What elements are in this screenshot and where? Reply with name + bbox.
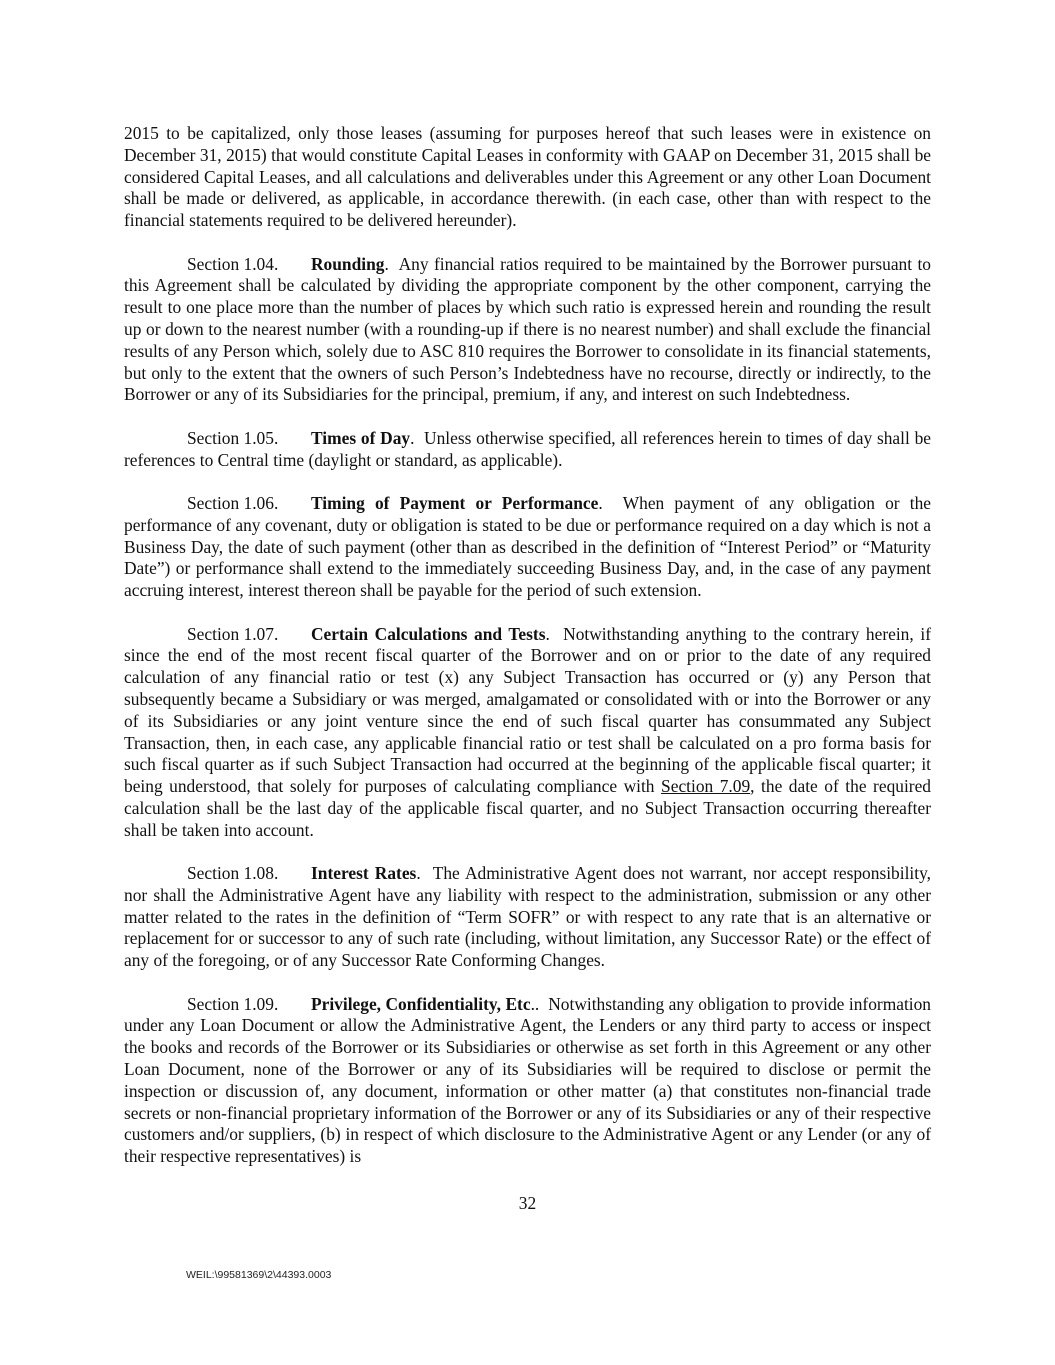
title-punctuation: . xyxy=(384,253,389,274)
section-1-09 xyxy=(124,994,931,1168)
section-number: Section 1.08. xyxy=(187,863,279,884)
section-title: Privilege, Confidentiality, Etc xyxy=(311,993,531,1014)
section-body: Unless otherwise specified, all references herein to times of day shall be references to Central time (daylight or standard, as applicable). xyxy=(124,427,931,470)
section-body-continued: , the date of the required calculation shall be the last day of the applicable fiscal quarter, and no Subject Transaction occurring thereafter shall be taken into account. xyxy=(124,776,931,840)
intro-paragraph: 2015 to be capitalized, only those leases (assuming for purposes hereof that such leases were in existence on December 31, 2015) that would constitute Capital Leases in conformity with GAAP on December 31, 2015 shall be considered Capital Leases, and all calculations and deliverables under this Agreement or any other Loan Document shall be made or delivered, as applicable, in accordance therewith. (in each case, other than with respect to the financial statements required to be delivered hereunder). xyxy=(124,123,931,231)
section-1-06 xyxy=(124,493,931,602)
section-number: Section 1.05. xyxy=(187,427,279,448)
section-number: Section 1.06. xyxy=(187,492,279,513)
document-page xyxy=(124,123,931,1168)
section-1-05 xyxy=(124,428,931,472)
section-title: Rounding xyxy=(311,253,385,274)
section-body: The Administrative Agent does not warrant, nor accept responsibility, nor shall the Administrative Agent have any liability with respect to the administration, submission or any other matter related to the rates in the definition of “Term SOFR” or with respect to any rate that is an alternative or replacement for or successor to any of such rate (including, without limitation, any Successor Rate) or the effect of any of the foregoing, or of any Successor Rate Conforming Changes. xyxy=(124,863,931,971)
section-1-08 xyxy=(124,863,931,972)
section-number: Section 1.09. xyxy=(187,993,279,1014)
section-title: Timing of Payment or Performance xyxy=(311,492,599,513)
section-body: Any financial ratios required to be maintained by the Borrower pursuant to this Agreement shall be calculated by dividing the appropriate component by the other component, carrying the result to one place more than the number of places by which such ratio is expressed herein and rounding the result up or down to the nearest number (with a rounding-up if there is no nearest number) and shall exclude the financial results of any Person which, solely due to ASC 810 requires the Borrower to consolidate in its financial statements, but only to the extent that the owners of such Person’s Indebtedness have no recourse, directly or indirectly, to the Borrower or any of its Subsidiaries for the principal, premium, if any, and interest on such Indebtedness. xyxy=(124,253,931,405)
title-punctuation: . xyxy=(598,492,603,513)
section-number: Section 1.07. xyxy=(187,623,279,644)
section-body: Notwithstanding any obligation to provide information under any Loan Document or allow the Administrative Agent, the Lenders or any third party to access or inspect the books and records of the Borrower or its Subsidiaries or otherwise as set forth in this Agreement or any other Loan Document, none of the Borrower or any of its Subsidiaries will be required to disclose or permit the inspection or discussion of, any document, information or other matter (a) that constitutes non-financial trade secrets or non-financial proprietary information of the Borrower or any of its Subsidiaries or any of their respective customers and/or suppliers, (b) in respect of which disclosure to the Administrative Agent or any Lender (or any of their respective representatives) is xyxy=(124,993,931,1167)
section-1-04 xyxy=(124,254,931,407)
section-title: Interest Rates xyxy=(311,863,417,884)
title-punctuation: . xyxy=(410,427,415,448)
title-punctuation: . xyxy=(416,863,421,884)
section-title: Certain Calculations and Tests xyxy=(311,623,546,644)
section-body: When payment of any obligation or the performance of any covenant, duty or obligation is stated to be due or performance required on a day which is not a Business Day, the date of such payment (other than as described in the definition of “Interest Period” or “Maturity Date”) or performance shall extend to the immediately succeeding Business Day, and, in the case of any payment accruing interest, interest thereon shall be payable for the period of such extension. xyxy=(124,492,931,601)
title-punctuation: . xyxy=(545,623,550,644)
section-number: Section 1.04. xyxy=(187,253,279,274)
document-id: WEIL:\99581369\2\44393.0003 xyxy=(186,1269,332,1281)
section-1-07 xyxy=(124,624,931,842)
title-punctuation: .. xyxy=(530,993,540,1014)
section-cross-reference-link[interactable]: Section 7.09 xyxy=(661,776,751,797)
section-body: Notwithstanding anything to the contrary herein, if since the end of the most recent fiscal quarter of the Borrower and on or prior to the date of any required calculation of any financial ratio or test (x) any Subject Transaction has occurred or (y) any Person that subsequently became a Subsidiary or was merged, amalgamated or consolidated with or into the Borrower or any of its Subsidiaries or any joint venture since the end of such fiscal quarter has consummated any Subject Transaction, then, in each case, any applicable financial ratio or test shall be calculated on a pro forma basis for such fiscal quarter as if such Subject Transaction had occurred at the beginning of the applicable fiscal quarter; it being understood, that solely for purposes of calculating compliance with xyxy=(124,623,931,797)
section-title: Times of Day xyxy=(311,427,411,448)
page-number: 32 xyxy=(518,1193,537,1213)
